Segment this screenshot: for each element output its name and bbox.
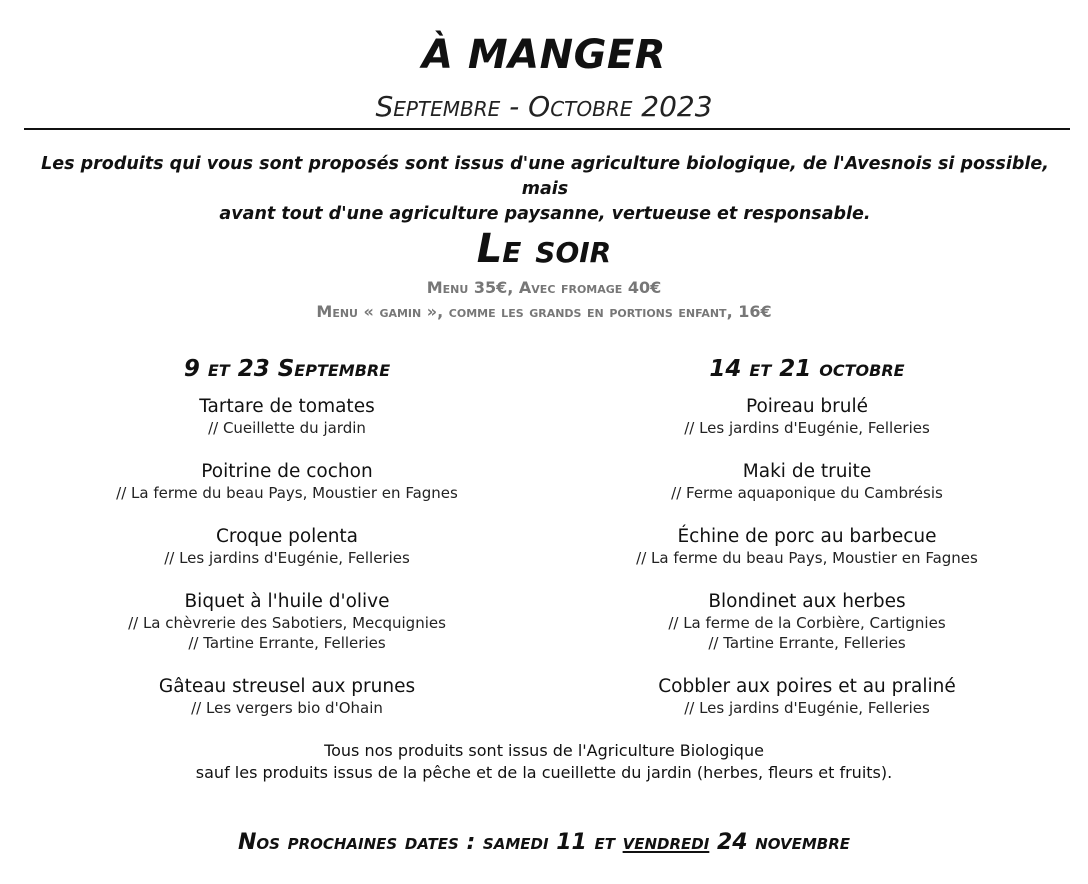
dish-source: // Les jardins d'Eugénie, Felleries xyxy=(164,549,410,567)
dish xyxy=(560,591,1054,676)
dish xyxy=(560,676,1054,741)
dish-source: // Les vergers bio d'Ohain xyxy=(191,699,383,717)
dish xyxy=(40,676,534,741)
dish-name: Tartare de tomates xyxy=(199,396,375,417)
dish-source: // Tartine Errante, Felleries xyxy=(188,634,386,652)
dish-source: // La ferme du beau Pays, Moustier en Fagnes xyxy=(636,549,978,567)
section-title: Le soir xyxy=(476,226,612,272)
price-line: Menu « gamin », comme les grands en portions enfant, 16€ xyxy=(316,302,772,321)
dish-source: // Les jardins d'Eugénie, Felleries xyxy=(684,419,930,437)
intro-line: avant tout d'une agriculture paysanne, vertueuse et responsable. xyxy=(219,204,871,224)
next-dates-underlined: vendredi xyxy=(622,830,710,855)
page-title: À MANGER xyxy=(421,32,667,78)
price-line: Menu 35€, Avec fromage 40€ xyxy=(426,278,662,297)
dish xyxy=(40,591,534,676)
intro-line: Les produits qui vous sont proposés sont issus d'une agriculture biologique, de l'Avesnois si possible, mais xyxy=(41,154,1049,199)
dish-source: // La ferme du beau Pays, Moustier en Fagnes xyxy=(116,484,458,502)
divider xyxy=(24,128,1070,130)
dish-name: Échine de porc au barbecue xyxy=(677,526,937,547)
organic-note xyxy=(0,740,1088,784)
column-title: 14 et 21 octobre xyxy=(709,356,905,382)
dish xyxy=(40,526,534,591)
dish xyxy=(560,526,1054,591)
dish-name: Maki de truite xyxy=(742,461,872,482)
column-title: 9 et 23 Septembre xyxy=(183,356,391,382)
page-subtitle: Septembre - Octobre 2023 xyxy=(375,90,713,123)
dish-name: Croque polenta xyxy=(215,526,359,547)
menu-column-right xyxy=(560,354,1054,741)
dish-name: Blondinet aux herbes xyxy=(708,591,906,612)
dish xyxy=(40,396,534,461)
dish-source: // Cueillette du jardin xyxy=(208,419,366,437)
next-dates-prefix: Nos prochaines dates : samedi 11 et xyxy=(237,830,623,855)
next-dates-suffix: 24 novembre xyxy=(709,830,851,855)
menu-column-left xyxy=(40,354,534,741)
dish-source: // Les jardins d'Eugénie, Felleries xyxy=(684,699,930,717)
note-line: Tous nos produits sont issus de l'Agriculture Biologique xyxy=(324,741,764,760)
dish-source: // Tartine Errante, Felleries xyxy=(708,634,906,652)
dish-source: // La chèvrerie des Sabotiers, Mecquignies xyxy=(128,614,446,632)
next-dates xyxy=(0,830,1088,855)
dish-name: Cobbler aux poires et au praliné xyxy=(658,676,956,697)
dish-name: Poireau brulé xyxy=(745,396,869,417)
dish xyxy=(40,461,534,526)
dish-name: Poitrine de cochon xyxy=(201,461,373,482)
dish xyxy=(560,396,1054,461)
dish-name: Biquet à l'huile d'olive xyxy=(184,591,390,612)
note-line: sauf les produits issus de la pêche et de la cueillette du jardin (herbes, fleurs et fruits). xyxy=(195,763,893,782)
intro-text xyxy=(20,152,1070,227)
dish-source: // La ferme de la Corbière, Cartignies xyxy=(668,614,946,632)
dish xyxy=(560,461,1054,526)
dish-name: Gâteau streusel aux prunes xyxy=(158,676,416,697)
dish-source: // Ferme aquaponique du Cambrésis xyxy=(671,484,943,502)
